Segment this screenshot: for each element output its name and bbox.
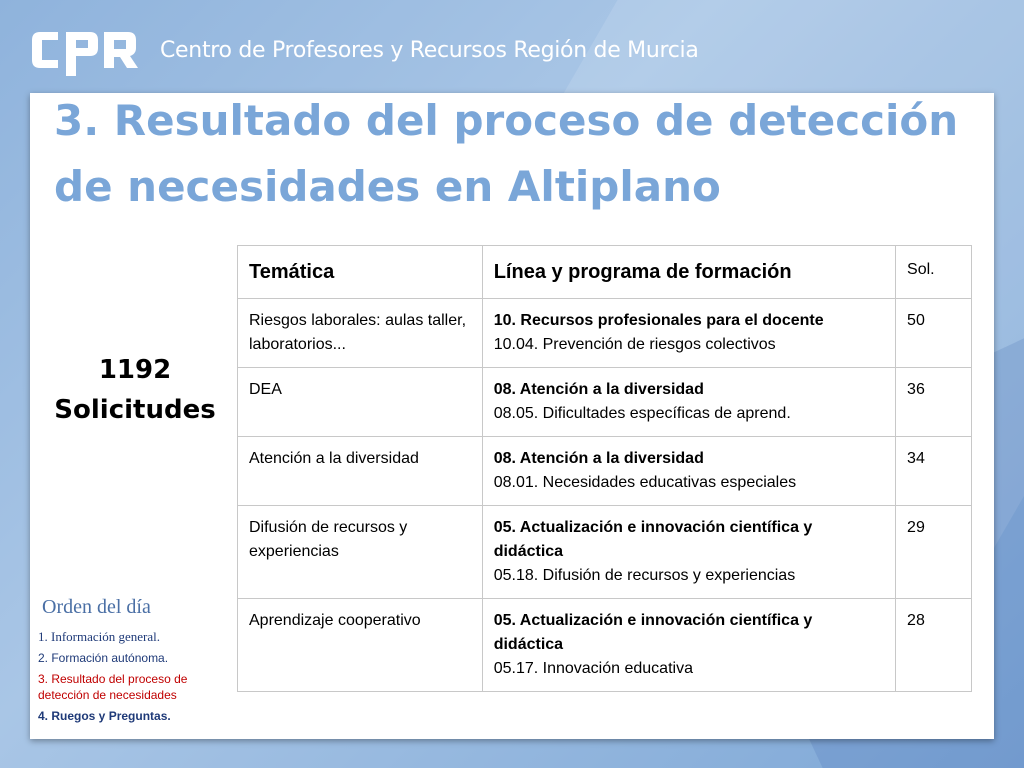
cell-linea xyxy=(482,368,895,437)
linea-title: 08. Atención a la diversidad xyxy=(493,381,704,398)
cell-tematica: Atención a la diversidad xyxy=(238,437,483,506)
cell-tematica: Difusión de recursos y experiencias xyxy=(238,506,483,599)
cell-sol: 36 xyxy=(896,368,972,437)
agenda-item-1[interactable]: 1. Información general. xyxy=(38,629,161,644)
cell-sol: 29 xyxy=(896,506,972,599)
cell-tematica: DEA xyxy=(238,368,483,437)
linea-title: 10. Recursos profesionales para el docente xyxy=(493,312,824,329)
header-tematica: Temática xyxy=(238,246,483,299)
solicitudes-label: Solicitudes xyxy=(54,395,216,425)
table-row xyxy=(238,368,972,437)
cpr-logo xyxy=(28,22,140,78)
cell-sol: 50 xyxy=(896,299,972,368)
programa-title: 05.17. Innovación educativa xyxy=(493,660,693,677)
slide-title xyxy=(54,88,984,220)
agenda xyxy=(38,596,234,729)
needs-table xyxy=(237,245,972,692)
cell-linea xyxy=(482,299,895,368)
programa-title: 08.05. Dificultades específicas de aprend. xyxy=(493,405,791,422)
table-row xyxy=(238,506,972,599)
cell-linea xyxy=(482,599,895,692)
cell-linea xyxy=(482,437,895,506)
linea-title: 05. Actualización e innovación científica y didáctica xyxy=(493,519,813,560)
table-row xyxy=(238,299,972,368)
linea-title: 05. Actualización e innovación científica y didáctica xyxy=(493,612,813,653)
title-line-1: 3. Resultado del proceso de detección xyxy=(54,96,959,145)
cell-sol: 34 xyxy=(896,437,972,506)
cell-tematica: Riesgos laborales: aulas taller, laboratorios... xyxy=(238,299,483,368)
organization-name: Centro de Profesores y Recursos Región de Murcia xyxy=(160,37,699,63)
table-header-row xyxy=(238,246,972,299)
header xyxy=(28,22,699,78)
title-line-2: de necesidades en Altiplano xyxy=(54,162,721,211)
cell-sol: 28 xyxy=(896,599,972,692)
header-linea: Línea y programa de formación xyxy=(482,246,895,299)
cell-tematica: Aprendizaje cooperativo xyxy=(238,599,483,692)
programa-title: 08.01. Necesidades educativas especiales xyxy=(493,474,797,491)
table-row xyxy=(238,437,972,506)
agenda-item-3[interactable]: 3. Resultado del proceso de detección de necesidades xyxy=(38,672,188,702)
solicitudes-count: 1192 xyxy=(98,355,172,385)
programa-title: 10.04. Prevención de riesgos colectivos xyxy=(493,336,776,353)
table-row xyxy=(238,599,972,692)
agenda-item-4[interactable]: 4. Ruegos y Preguntas. xyxy=(38,709,171,723)
linea-title: 08. Atención a la diversidad xyxy=(493,450,704,467)
solicitudes-summary xyxy=(50,350,220,430)
programa-title: 05.18. Difusión de recursos y experiencias xyxy=(493,567,796,584)
agenda-title: Orden del día xyxy=(42,596,151,618)
cell-linea xyxy=(482,506,895,599)
agenda-item-2[interactable]: 2. Formación autónoma. xyxy=(38,651,169,665)
header-sol: Sol. xyxy=(896,246,972,299)
